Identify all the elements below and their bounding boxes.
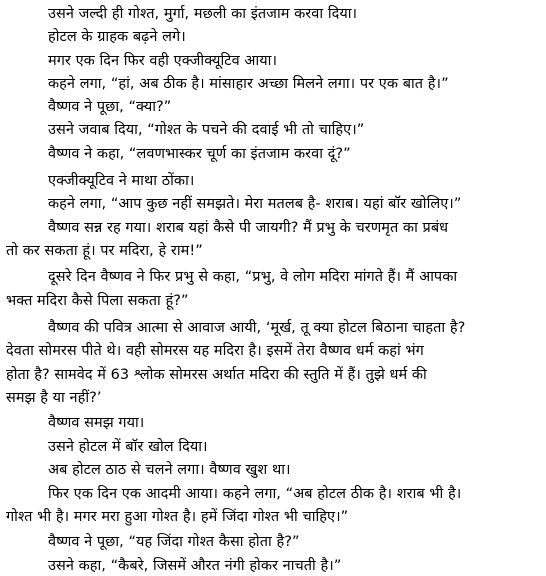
text-line: कहने लगा, “हां, अब ठीक है। मांसाहार अच्छा मिलने लगा। पर एक बात है।” — [48, 76, 449, 92]
text-line: अब होटल ठाठ से चलने लगा। वैष्णव खुश था। — [48, 462, 291, 478]
text-line: दूसरे दिन वैष्णव ने फिर प्रभु से कहा, “प्रभु, वे लोग मदिरा मांगते हैं। मैं आपका — [48, 269, 458, 285]
text-line: मगर एक दिन फिर वही एक्जीक्यूटिव आया। — [48, 53, 278, 69]
text-line: वैष्णव सन्न रह गया। शराब यहां कैसे पी जायगी? मैं प्रभु के चरणमृत का प्रबंध — [48, 220, 449, 236]
text-line: समझ है या नहीं?’ — [6, 390, 102, 406]
text-line: उसने जवाब दिया, “गोश्त के पचने की दवाई भी तो चाहिए।” — [48, 122, 365, 138]
text-line: होटल के ग्राहक बढ़ने लगे। — [48, 29, 186, 45]
text-line: भक्त मदिरा कैसे पिला सकता हूं?” — [6, 293, 189, 309]
text-line: वैष्णव ने पूछा, “यह जिंदा गोश्त कैसा होता है?” — [48, 534, 300, 550]
text-line: वैष्णव की पवित्र आत्मा से आवाज आयी, ‘मूर्ख, तू क्या होटल बिठाना चाहता है? — [48, 320, 466, 336]
text-line: उसने जल्दी ही गोश्त, मुर्गा, मछली का इंतजाम करवा दिया। — [48, 6, 358, 22]
text-line: देवता सोमरस पीते थे। वही सोमरस यह मदिरा है। इसमें तेरा वैष्णव धर्म कहां भंग — [6, 343, 424, 359]
text-line: वैष्णव ने कहा, “लवणभास्कर चूर्ण का इंतजाम करवा दूं?” — [48, 146, 351, 162]
text-line: एक्जीक्यूटिव ने माथा ठोंका। — [48, 173, 195, 189]
text-line: तो कर सकता हूं। पर मदिरा, हे राम!” — [6, 243, 203, 259]
text-line: उसने कहा, “कैबरे, जिसमें औरत नंगी होकर नाचती है।” — [48, 558, 342, 574]
text-line: फिर एक दिन एक आदमी आया। कहने लगा, “अब होटल ठीक है। शराब भी है। — [48, 486, 462, 502]
text-line: वैष्णव ने पूछा, “क्या?” — [48, 99, 172, 115]
text-line: कहने लगा, “आप कुछ नहीं समझते। मेरा मतलब है- शराब। यहां बॉर खोलिए।” — [48, 196, 462, 212]
text-line: उसने होटल में बॉर खोल दिया। — [48, 439, 208, 455]
text-line: वैष्णव समझ गया। — [48, 415, 145, 431]
text-line: होता है? सामवेद में 63 श्लोक सोमरस अर्थात मदिरा की स्तुति में हैं। तुझे धर्म की — [6, 367, 427, 383]
text-line: गोश्त भी है। मगर मरा हुआ गोश्त है। हमें जिंदा गोश्त भी चाहिए।” — [6, 509, 349, 525]
